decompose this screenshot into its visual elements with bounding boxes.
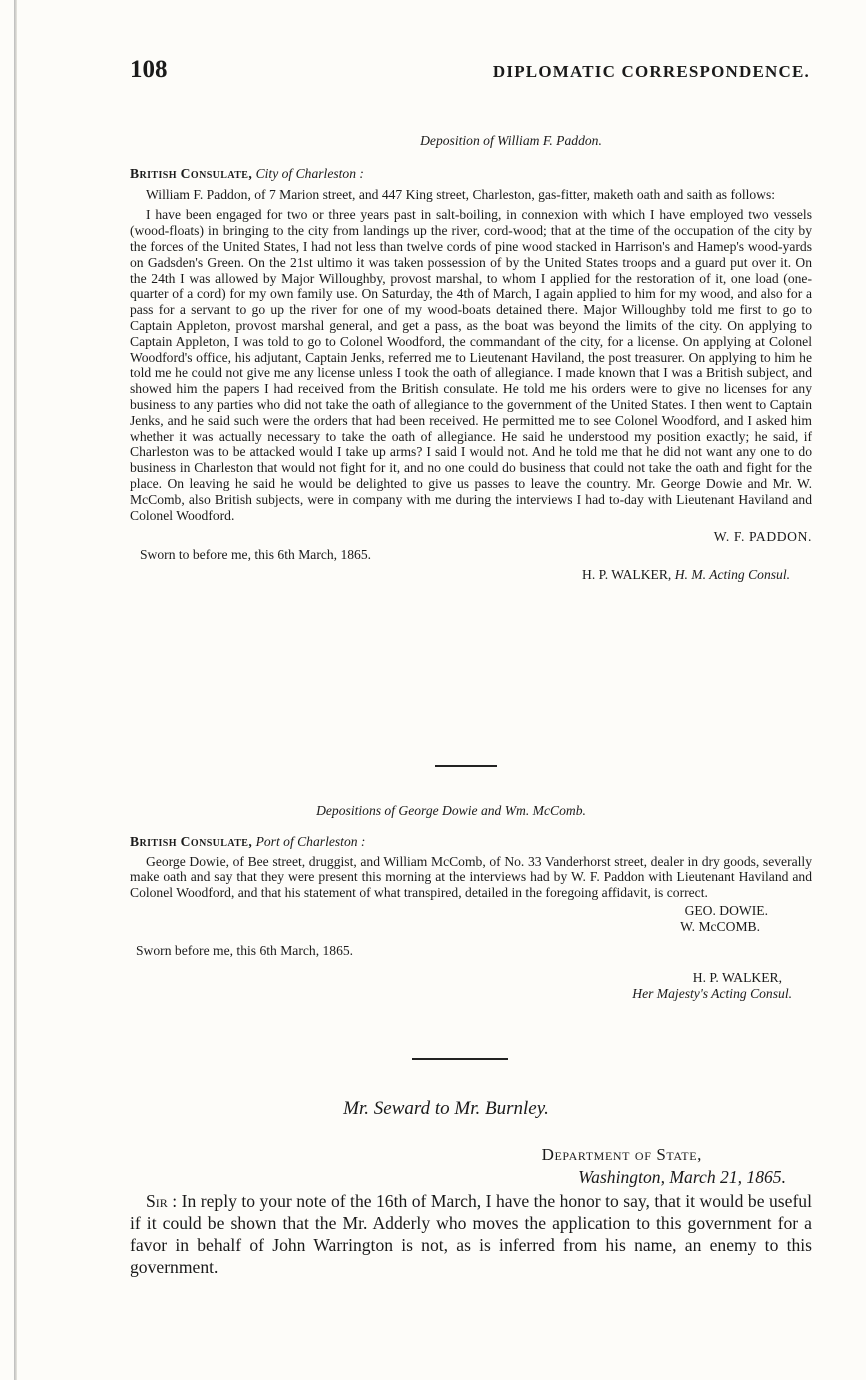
deposition-title: Depositions of George Dowie and Wm. McComb. xyxy=(316,803,586,818)
deposition-paddon xyxy=(130,133,812,583)
consul-title: Her Majesty's Acting Consul. xyxy=(632,986,792,1002)
letter-salutation: Sir : xyxy=(146,1191,178,1211)
deposition-dowie-mccomb xyxy=(130,803,812,1002)
signature-mccomb: W. McCOMB. xyxy=(680,918,760,934)
sworn-statement: Sworn before me, this 6th March, 1865. xyxy=(136,942,354,958)
page-binding-edge xyxy=(14,0,17,1380)
port-label: Port of Charleston : xyxy=(255,833,366,849)
consul-signature xyxy=(130,567,812,583)
letter-body xyxy=(130,1190,812,1278)
deposition-intro: William F. Paddon, of 7 Marion street, and 447 King street, Charleston, gas-fitter, maketh oath and saith as follows: xyxy=(146,186,776,202)
consul-name: H. P. WALKER, xyxy=(692,970,782,986)
signature-paddon: W. F. PADDON. xyxy=(713,529,812,545)
letter-text: In reply to your note of the 16th of March, I have the honor to say, that it would be useful if it could be shown that the Mr. Adderly who moves the application to this government for a favor in behalf of John Warrington is not, as is inferred from his name, an enemy to this government. xyxy=(130,1191,812,1277)
city-label: City of Charleston : xyxy=(255,165,364,181)
consul-name: H. P. WALKER, xyxy=(582,566,672,582)
section-divider xyxy=(412,1058,508,1060)
place-caption xyxy=(130,166,812,182)
place-caption xyxy=(130,834,812,850)
deposition-body: I have been engaged for two or three years past in salt-boiling, in connexion with which I have employed two vessels (wood-floats) in bringing to the city from landings up the river, cord-wood; that at the time of the occupation of the city by the forces of the United States, I had not less than twelve cords of pine wood stacked in Harrison's and Hamep's wood-yards on Gadsden's Green. On the 21st ultimo it was taken possession of by the United States troops and a guard put over it. On the 24th I was allowed by Major Willoughby, provost marshal, to whom I applied for the restoration of it, one load (one-quarter of a cord) for my own family use. On Saturday, the 4th of March, I again applied to him for my wood, and also for a pass for a servant to go up the river for one of my wood-boats detained there. Major Willoughby told me first to go to Captain Appleton, provost marshal general, and get a pass, as the boat was beyond the limits of the city. On applying to Captain Appleton, I was told to go to Colonel Woodford, the commandant of the city, for a license. On applying at Colonel Woodford's office, his adjutant, Captain Jenks, referred me to Lieutenant Haviland, the post treasurer. On applying to him he told me he could not give me any license unless I took the oath of allegiance. I made known that I was a British subject, and showed him the papers I had received from the British consulate. He told me his orders were to give no licenses for any business to any parties who did not take the oath of allegiance to the government of the United States. I then went to Captain Jenks, and he said such were the orders that had been received. He permitted me to see Colonel Woodford, and I asked him whether it was actually necessary to take the oath of allegiance. He said he understood my position exactly; he said, if Charleston was to be attacked would I take up arms? I said I would not. And he told me that he did not want any one to do business in Charleston that would not fight for it, and no one could do business that could not take the oath and fight for the place. On leaving he said he would be delighted to give us passes to leave the country. Mr. George Dowie and Mr. W. McComb, also British subjects, were in company with me during the interviews I had to-day with Lieutenant Haviland and Colonel Woodford. xyxy=(130,207,812,523)
deposition-title: Deposition of William F. Paddon. xyxy=(420,133,602,148)
consulate-label: British Consulate, xyxy=(130,165,253,181)
deposition-body: George Dowie, of Bee street, druggist, and William McComb, of No. 33 Vanderhorst street, dealer in dry goods, severally make oath and say that they were present this morning at the interviews had by W. F. Paddon with Lieutenant Haviland and Colonel Woodford, and that his statement of what transpired, detailed in the foregoing affidavit, is correct. xyxy=(130,853,812,901)
section-divider xyxy=(435,765,497,767)
letter-department: Department of State, xyxy=(541,1145,702,1164)
signature-dowie: GEO. DOWIE. xyxy=(684,902,768,918)
letter-title: Mr. Seward to Mr. Burnley. xyxy=(343,1098,549,1119)
page-header xyxy=(130,56,810,90)
letter-dateline: Washington, March 21, 1865. xyxy=(578,1167,786,1187)
sworn-statement: Sworn to before me, this 6th March, 1865. xyxy=(140,547,372,563)
running-head: DIPLOMATIC CORRESPONDENCE. xyxy=(492,62,810,81)
page-number: 108 xyxy=(130,56,168,83)
consulate-label: British Consulate, xyxy=(130,833,253,849)
seward-letter xyxy=(130,1098,812,1278)
consul-title: H. M. Acting Consul. xyxy=(674,566,790,582)
